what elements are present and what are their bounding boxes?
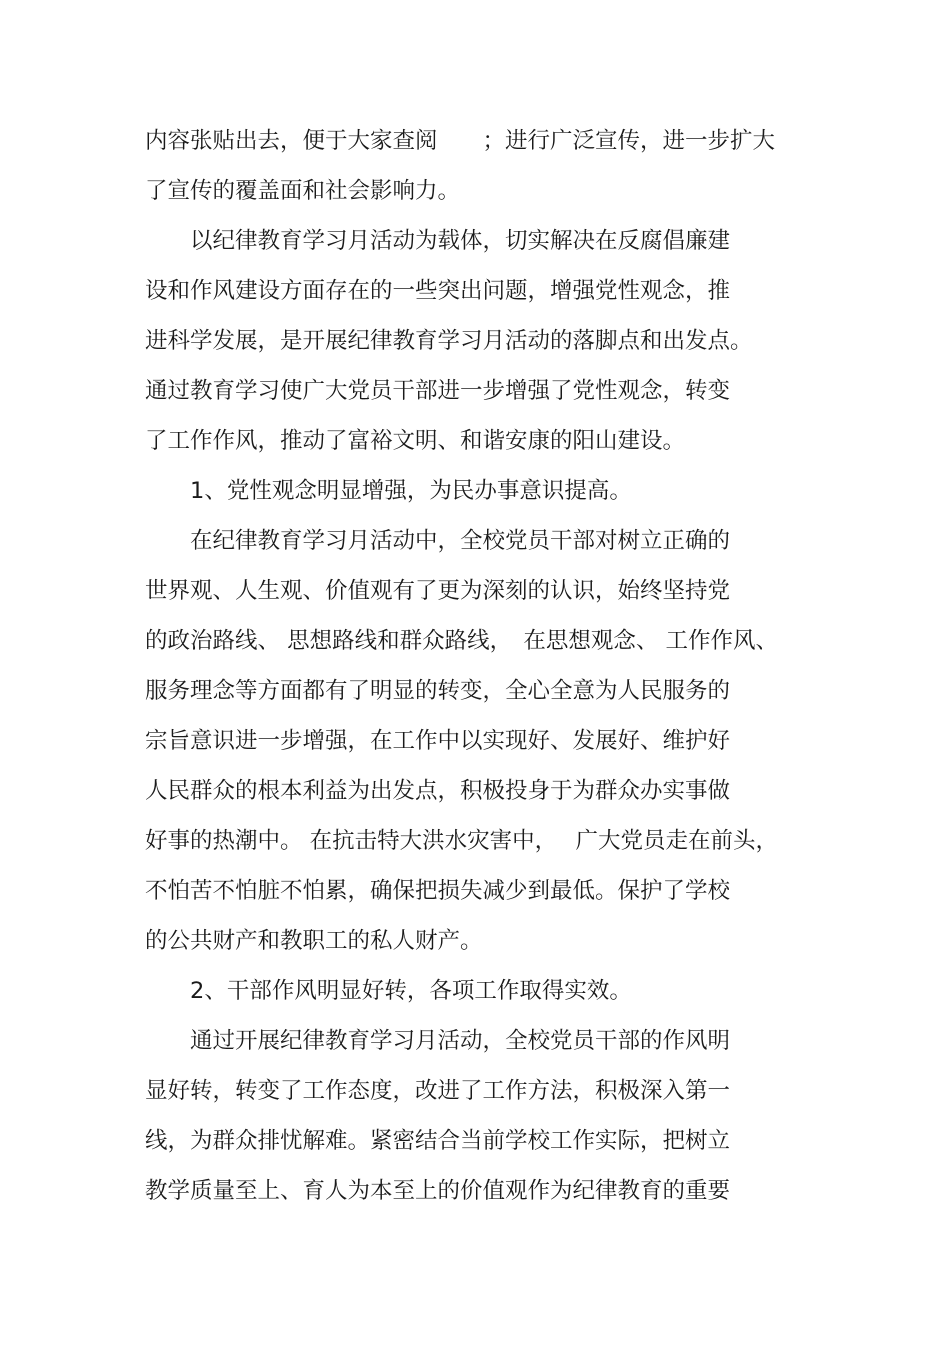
text-line: 的政治路线、 思想路线和群众路线， 在思想观念、 工作作风、 [145,628,779,654]
text-line: 显好转，转变了工作态度，改进了工作方法，积极深入第一 [145,1078,731,1104]
section-heading: 1、党性观念明显增强，为民办事意识提高。 [145,478,632,504]
text-line: 人民群众的根本利益为出发点，积极投身于为群众办实事做 [145,778,731,804]
text-line: 世界观、人生观、价值观有了更为深刻的认识，始终坚持党 [145,578,731,604]
section-heading: 2、干部作风明显好转，各项工作取得实效。 [145,978,632,1004]
text-line: 教学质量至上、育人为本至上的价值观作为纪律教育的重要 [145,1178,731,1204]
text-line: 了宣传的覆盖面和社会影响力。 [145,178,461,204]
text-line: 线，为群众排忧解难。紧密结合当前学校工作实际，把树立 [145,1128,731,1154]
text-line: 宗旨意识进一步增强，在工作中以实现好、发展好、维护好 [145,728,731,754]
text-line: 以纪律教育学习月活动为载体，切实解决在反腐倡廉建 [145,228,731,254]
text-line: 通过教育学习使广大党员干部进一步增强了党性观念，转变 [145,378,731,404]
text-line: 好事的热潮中。 在抗击特大洪水灾害中， 广大党员走在前头， [145,828,779,854]
text-line: 进科学发展，是开展纪律教育学习月活动的落脚点和出发点。 [145,328,753,354]
text-line: 了工作作风，推动了富裕文明、和谐安康的阳山建设。 [145,428,686,454]
text-line: 通过开展纪律教育学习月活动，全校党员干部的作风明 [145,1028,731,1054]
text-line: 的公共财产和教职工的私人财产。 [145,928,483,954]
text-line: 不怕苦不怕脏不怕累，确保把损失减少到最低。保护了学校 [145,878,731,904]
text-line: 内容张贴出去，便于大家查阅 ；进行广泛宣传，进一步扩大 [145,128,776,154]
text-line: 设和作风建设方面存在的一些突出问题，增强党性观念，推 [145,278,731,304]
text-line: 服务理念等方面都有了明显的转变，全心全意为人民服务的 [145,678,731,704]
text-line: 在纪律教育学习月活动中，全校党员干部对树立正确的 [145,528,731,554]
